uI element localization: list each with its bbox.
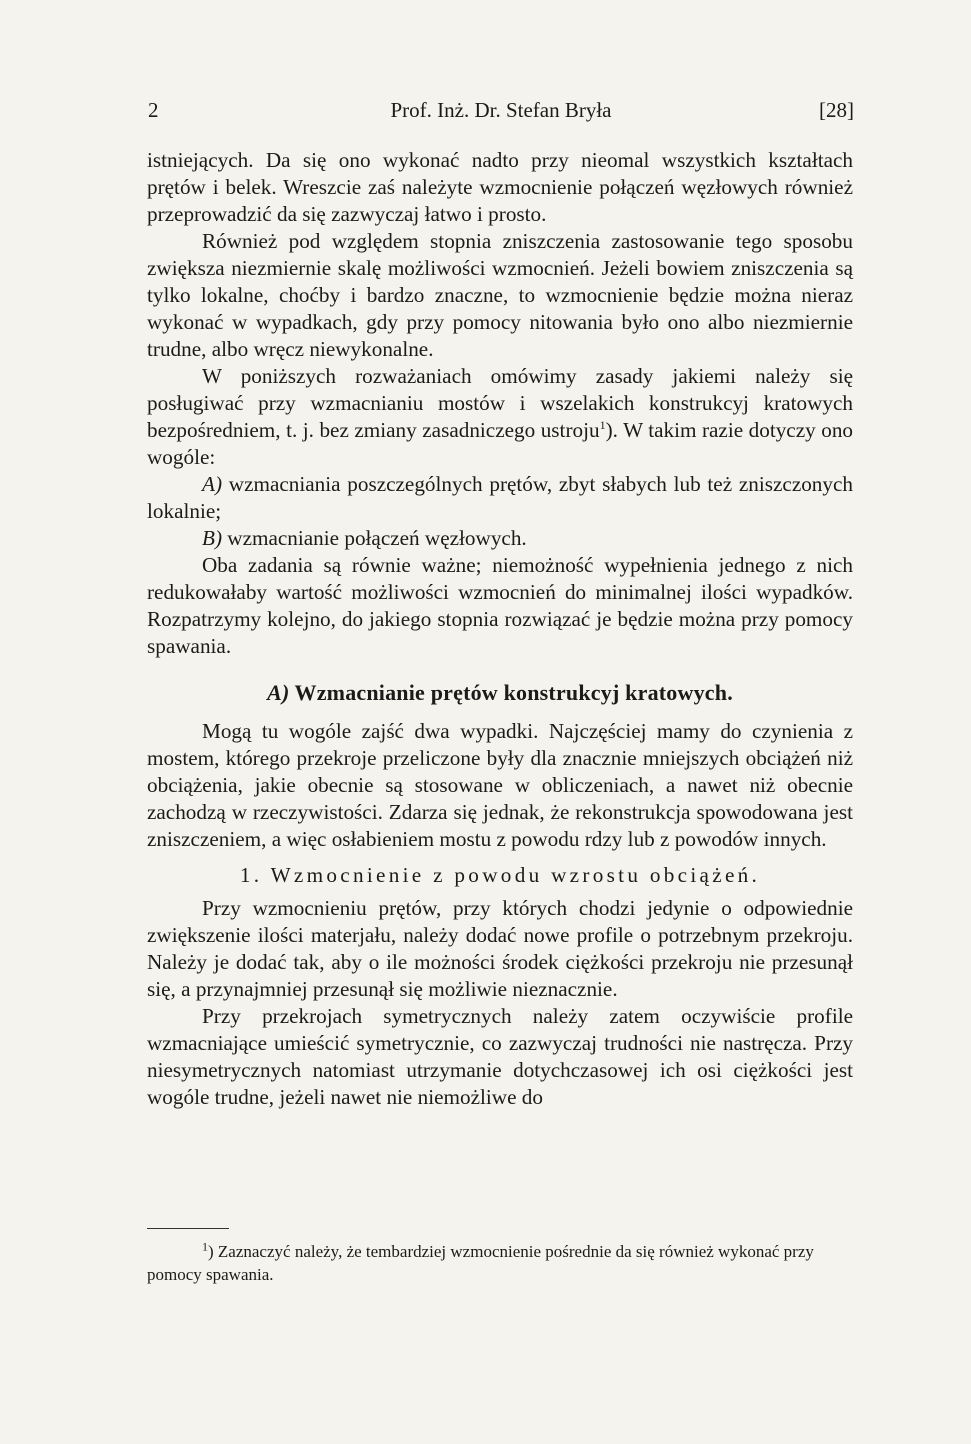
- list-item-a-text: wzmacniania poszczególnych prętów, zbyt słabych lub też zniszczonych lokalnie;: [147, 472, 853, 523]
- footnote-divider: [147, 1228, 229, 1229]
- paragraph-3: [147, 363, 853, 471]
- running-header: [148, 98, 854, 128]
- paragraph-5: Mogą tu wogóle zajść dwa wypadki. Najczęściej mamy do czynienia z mostem, którego przekroje przeliczone były dla znacznie mniejszych obciążeń niż obciążenia, jakie obecnie są stosowane w obliczeniach, a nawet niż obecnie zachodzą w rzeczywistości. Zdarza się jednak, że rekonstrukcja spowodowana jest zniszczeniem, a więc osłabieniem mostu z powodu rdzy lub z powodów innych.: [147, 719, 853, 851]
- subsection-heading: 1. Wzmocnienie z powodu wzrostu obciążeń.: [239, 863, 761, 887]
- list-item-a-label: A): [202, 472, 222, 496]
- paragraph-3-tail: ). W takim razie dotyczy ono wogóle:: [147, 418, 854, 469]
- footnote: [147, 1240, 853, 1286]
- list-item-a: [147, 471, 853, 525]
- list-item-b-text: wzmacnianie połączeń węzłowych.: [227, 526, 527, 550]
- paragraph-7: Przy przekrojach symetrycznych należy zatem oczywiście profile wzmacniające umieścić symetrycznie, co zazwyczaj trudności nie nastręcza. Przy niesymetrycznych natomiast utrzymanie dotychczasowej ich osi ciężkości jest wogóle trudne, jeżeli nawet nie niemożliwe do: [147, 1004, 853, 1109]
- main-text: [147, 147, 853, 1111]
- paragraph-3-text: W poniższych rozważaniach omówimy zasady jakiemi należy się posługiwać przy wzmacnianiu mostów i wszelakich konstrukcyj kratowych bezpośredniem, t. j. bez zmiany zasadniczego ustroju: [147, 364, 853, 442]
- footnote-reference[interactable]: 1: [599, 417, 606, 432]
- list-item-b: [147, 525, 853, 552]
- paragraph-2: Również pod względem stopnia zniszczenia zastosowanie tego sposobu zwiększa niezmiernie skalę możliwości wzmocnień. Jeżeli bowiem zniszczenia są tylko lokalne, choćby i bardzo znaczne, to wzmocnienie będzie można nieraz wykonać w wypadkach, gdy przy pomocy nitowania było ono albo niezmiernie trudne, albo wręcz niewykonalne.: [147, 229, 853, 361]
- section-heading-title: Wzmacnianie prętów konstrukcyj kratowych.: [294, 680, 733, 705]
- paragraph-6: Przy wzmocnieniu prętów, przy których chodzi jedynie o odpowiednie zwiększenie ilości materjału, należy dodać nowe profile o potrzebnym przekroju. Należy je dodać tak, aby o ile możności środek ciężkości przekroju nie przesunął się, a przynajmniej przesunął się możliwie nieznacznie.: [147, 896, 853, 1001]
- page-reference: [28]: [819, 98, 854, 122]
- footnote-text: ) Zaznaczyć należy, że tembardziej wzmocnienie pośrednie da się również wykonać przy pomocy spawania.: [147, 1242, 814, 1284]
- section-heading: [147, 679, 853, 706]
- footnote-marker: 1: [202, 1239, 208, 1254]
- page-number: 2: [148, 98, 159, 122]
- list-item-b-label: B): [202, 526, 222, 550]
- paragraph-1: istniejących. Da się ono wykonać nadto przy nieomal wszystkich kształtach prętów i belek. Wreszcie zaś należyte wzmocnienie połączeń węzłowych również przeprowadzić da się zazwyczaj łatwo i prosto.: [147, 148, 853, 226]
- running-author: Prof. Inż. Dr. Stefan Bryła: [390, 98, 612, 122]
- section-heading-label: A): [267, 680, 290, 705]
- paragraph-4: Oba zadania są równie ważne; niemożność wypełnienia jednego z nich redukowałaby wartość możliwości wzmocnień do minimalnej ilości wypadków. Rozpatrzymy kolejno, do jakiego stopnia rozwiązać je będzie można przy pomocy spawania.: [147, 553, 853, 658]
